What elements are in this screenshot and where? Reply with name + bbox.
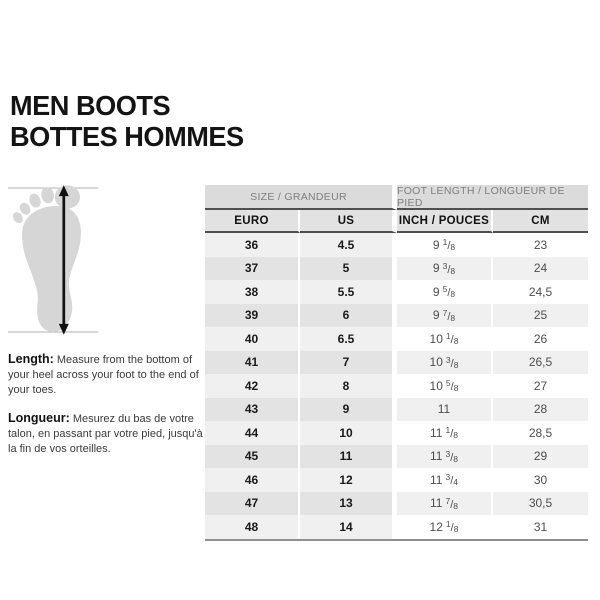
- inch-whole: 11: [430, 472, 443, 487]
- inch-fraction: $^3$/4: [445, 472, 458, 488]
- measuring-instructions: [8, 352, 204, 470]
- cell-us-size: 9: [300, 398, 397, 422]
- cell-us-size: 4.5: [300, 233, 397, 257]
- inch-fraction: $^1$/8: [445, 519, 459, 535]
- cell-euro-size: 36: [205, 233, 300, 257]
- inch-whole: 10: [429, 331, 443, 346]
- inch-whole: 9: [432, 237, 440, 252]
- cell-inch-length: [397, 280, 493, 304]
- cell-cm-length: 26: [493, 327, 588, 351]
- cell-inch-length: [397, 515, 493, 539]
- inch-whole: 11: [430, 496, 443, 511]
- cell-euro-size: 40: [205, 327, 300, 351]
- cell-cm-length: 28: [493, 398, 588, 422]
- cell-cm-length: 29: [493, 445, 588, 469]
- inch-whole: 10: [429, 355, 443, 370]
- longueur-label: Longueur:: [8, 411, 70, 425]
- cell-cm-length: 30: [493, 468, 588, 492]
- inch-fraction: $^1$/8: [445, 425, 458, 441]
- longueur-note: [8, 411, 204, 457]
- inch-whole: 12: [429, 519, 443, 534]
- inch-whole: 11: [430, 425, 443, 440]
- inch-fraction: $^7$/8: [445, 495, 458, 511]
- group-header-size: SIZE / GRANDEUR: [205, 185, 397, 210]
- inch-whole: 9: [432, 261, 440, 276]
- cell-euro-size: 45: [205, 445, 300, 469]
- inch-whole: 11: [430, 449, 443, 464]
- cell-us-size: 13: [300, 492, 397, 516]
- inch-whole: 11: [437, 402, 451, 417]
- cell-us-size: 6: [300, 304, 397, 328]
- cell-inch-length: [397, 233, 493, 257]
- longueur-text: Mesurez du bas de votre talon, en passant par votre pied, jusqu'à la fin de vos orteilles.: [8, 413, 203, 455]
- cell-inch-length: [397, 445, 493, 469]
- inch-whole: 9: [432, 308, 440, 323]
- cell-inch-length: [397, 304, 493, 328]
- inch-whole: 9: [432, 284, 440, 299]
- cell-cm-length: 25: [493, 304, 588, 328]
- inch-fraction: $^3$/8: [442, 260, 456, 276]
- column-header-inch: INCH / POUCES: [397, 210, 493, 233]
- cell-euro-size: 37: [205, 257, 300, 281]
- cell-cm-length: 24: [493, 257, 588, 281]
- cell-euro-size: 46: [205, 468, 300, 492]
- size-table: [205, 185, 588, 541]
- inch-fraction: $^5$/8: [442, 284, 456, 300]
- cell-us-size: 8: [300, 374, 397, 398]
- cell-cm-length: 28,5: [493, 421, 588, 445]
- cell-us-size: 5: [300, 257, 397, 281]
- cell-euro-size: 44: [205, 421, 300, 445]
- cell-euro-size: 41: [205, 351, 300, 375]
- length-note: [8, 352, 204, 398]
- inch-fraction: $^1$/8: [442, 237, 456, 253]
- cell-cm-length: 27: [493, 374, 588, 398]
- cell-inch-length: [397, 421, 493, 445]
- cell-euro-size: 42: [205, 374, 300, 398]
- cell-cm-length: 23: [493, 233, 588, 257]
- page-title: [10, 90, 244, 152]
- cell-cm-length: 30,5: [493, 492, 588, 516]
- cell-inch-length: [397, 468, 493, 492]
- cell-us-size: 12: [300, 468, 397, 492]
- foot-measure-icon: [8, 180, 98, 340]
- length-text: Measure from the bottom of your heel across your foot to the end of your toes.: [8, 354, 199, 396]
- inch-fraction: $^3$/8: [445, 448, 458, 464]
- group-header-foot-length: FOOT LENGTH / LONGUEUR DE PIED: [397, 185, 588, 210]
- cell-us-size: 6.5: [300, 327, 397, 351]
- inch-fraction: $^7$/8: [442, 307, 456, 323]
- cell-inch-length: [397, 327, 493, 351]
- cell-inch-length: [397, 257, 493, 281]
- column-header-cm: CM: [493, 210, 588, 233]
- cell-us-size: 7: [300, 351, 397, 375]
- column-header-euro: EURO: [205, 210, 300, 233]
- inch-whole: 10: [429, 378, 443, 393]
- cell-us-size: 5.5: [300, 280, 397, 304]
- inch-fraction: $^5$/8: [445, 378, 459, 394]
- cell-us-size: 10: [300, 421, 397, 445]
- inch-fraction: $^3$/8: [445, 354, 459, 370]
- inch-fraction: $^1$/8: [445, 331, 459, 347]
- cell-euro-size: 38: [205, 280, 300, 304]
- cell-inch-length: [397, 398, 493, 422]
- cell-euro-size: 48: [205, 515, 300, 539]
- title-line-en: MEN BOOTS: [10, 90, 171, 121]
- cell-us-size: 11: [300, 445, 397, 469]
- cell-cm-length: 24,5: [493, 280, 588, 304]
- cell-inch-length: [397, 374, 493, 398]
- length-label: Length:: [8, 352, 54, 366]
- cell-cm-length: 26,5: [493, 351, 588, 375]
- cell-us-size: 14: [300, 515, 397, 539]
- cell-inch-length: [397, 351, 493, 375]
- cell-inch-length: [397, 492, 493, 516]
- cell-euro-size: 43: [205, 398, 300, 422]
- cell-cm-length: 31: [493, 515, 588, 539]
- column-header-us: US: [300, 210, 397, 233]
- title-line-fr: BOTTES HOMMES: [10, 121, 244, 152]
- cell-euro-size: 39: [205, 304, 300, 328]
- cell-euro-size: 47: [205, 492, 300, 516]
